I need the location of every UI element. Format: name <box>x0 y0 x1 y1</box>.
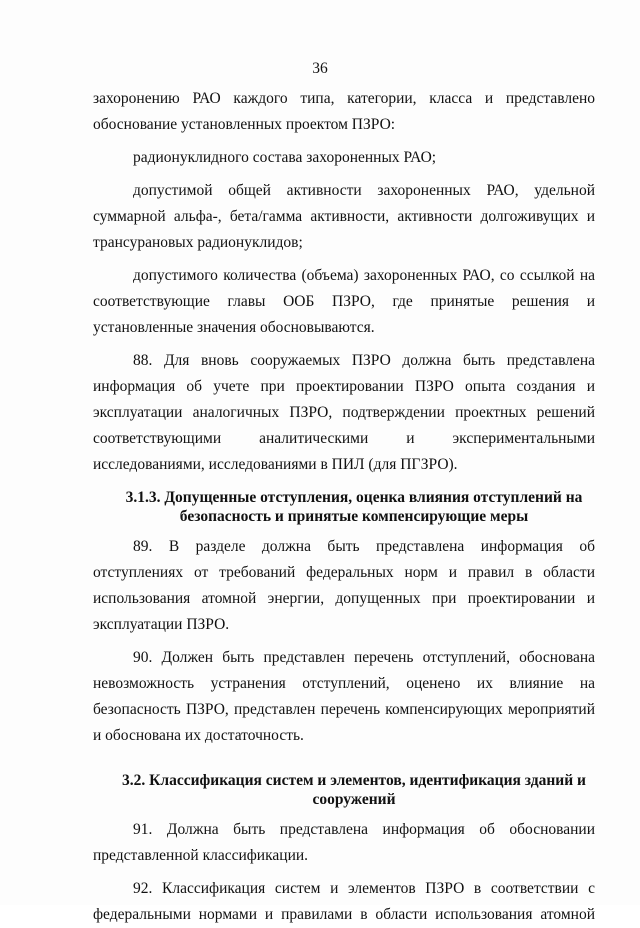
paragraph-91: 91. Должна быть представлена информация об обосновании представленной классификации. <box>93 821 595 864</box>
list-item-permissible-quantity: допустимого количества (объема) захороненных РАО, со ссылкой на соответствующие главы ООБ ПЗРО, где принятые решения и установленные значения обосновываются. <box>93 267 595 336</box>
paragraph-88: 88. Для вновь сооружаемых ПЗРО должна быть представлена информация об учете при проектировании ПЗРО опыта создания и эксплуатации аналогичных ПЗРО, подтверждении проектных решений соответствующими аналитическими и экспериментальными исследованиями, исследованиями в ПИЛ (для ПГЗРО). <box>93 352 595 473</box>
section-heading-3-2: 3.2. Классификация систем и элементов, идентификация зданий и сооружений <box>122 772 586 808</box>
paragraph-continuation: захоронению РАО каждого типа, категории, класса и представлено обоснование установленных проектом ПЗРО: <box>93 90 595 133</box>
paragraph-90: 90. Должен быть представлен перечень отступлений, обоснована невозможность устранения отступлений, оценено их влияние на безопасность ПЗРО, представлен перечень компенсирующих мероприятий и обоснована их достаточность. <box>93 649 595 744</box>
list-item-permissible-activity: допустимой общей активности захороненных РАО, удельной суммарной альфа-, бета/гамма активности, активности долгоживущих и трансурановых радионуклидов; <box>93 182 595 251</box>
page-body <box>93 86 595 928</box>
paragraph-89: 89. В разделе должна быть представлена информация об отступлениях от требований федеральных норм и правил в области использования атомной энергии, допущенных при проектировании и эксплуатации ПЗРО. <box>93 538 595 633</box>
section-heading-3-1-3: 3.1.3. Допущенные отступления, оценка влияния отступлений на безопасность и принятые компенсирующие меры <box>125 489 583 525</box>
page-number: 36 <box>312 60 328 77</box>
list-item-radionuclide-composition: радионуклидного состава захороненных РАО; <box>133 149 437 166</box>
paragraph-92: 92. Классификация систем и элементов ПЗРО в соответствии с федеральными нормами и правилами в области использования атомной <box>93 880 595 923</box>
